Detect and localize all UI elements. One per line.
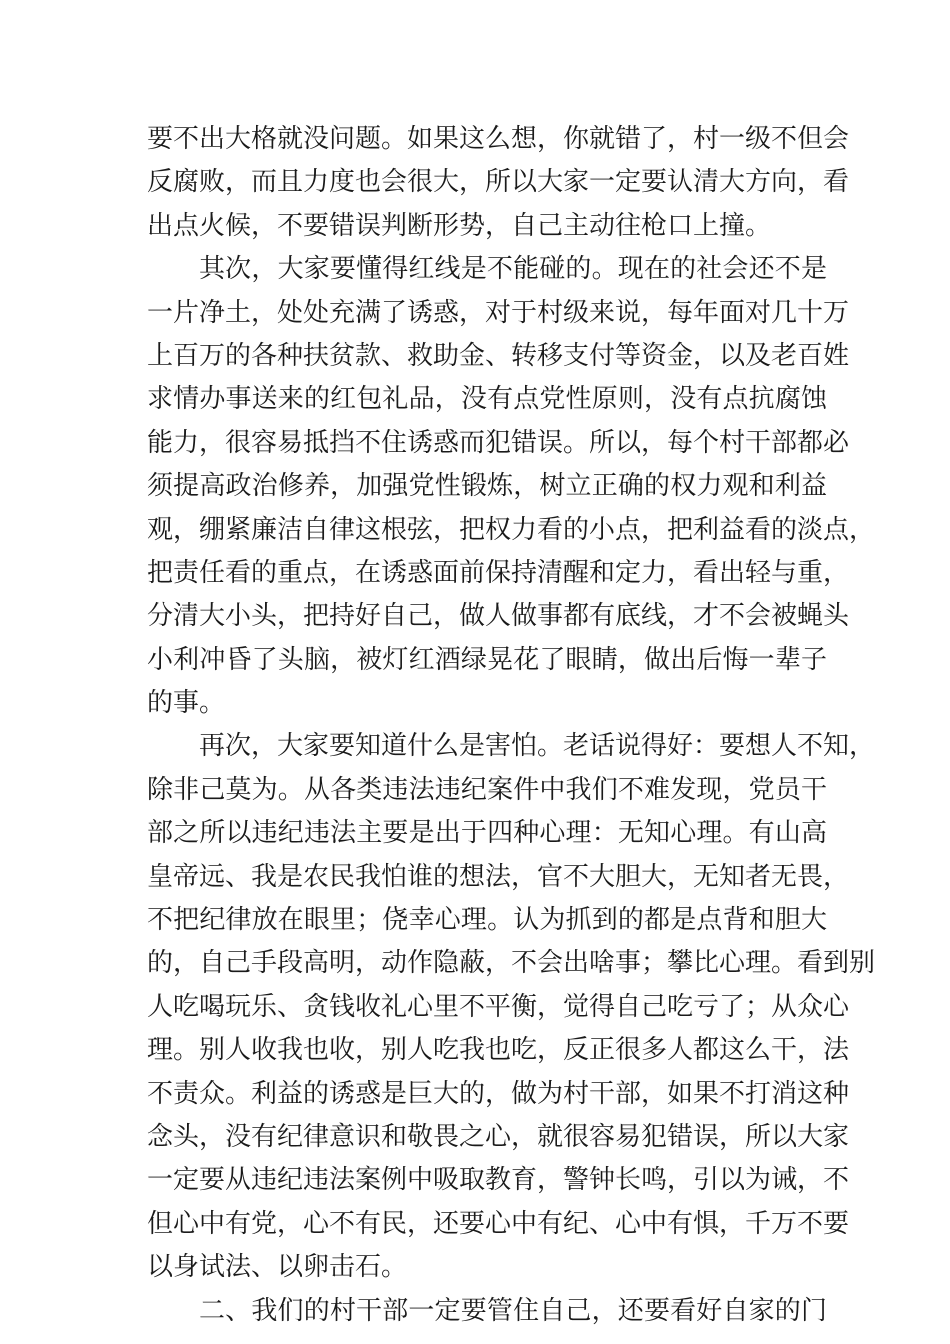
text-line: 观，绷紧廉洁自律这根弦，把权力看的小点，把利益看的淡点， xyxy=(147,514,876,545)
text-line: 再次，大家要知道什么是害怕。老话说得好：要想人不知， xyxy=(199,731,876,762)
text-line: 二、我们的村干部一定要管住自己，还要看好自家的门 xyxy=(199,1295,827,1326)
text-line: 须提高政治修养，加强党性锻炼，树立正确的权力观和利益 xyxy=(147,471,827,502)
text-line: 皇帝远、我是农民我怕谁的想法，官不大胆大，无知者无畏， xyxy=(147,861,850,892)
text-line: 念头，没有纪律意识和敬畏之心，就很容易犯错误，所以大家 xyxy=(147,1121,850,1152)
text-line: 分清大小头，把持好自己，做人做事都有底线，才不会被蝇头 xyxy=(147,601,850,632)
text-line: 部之所以违纪违法主要是出于四种心理：无知心理。有山高 xyxy=(147,818,827,849)
text-line: 不责众。利益的诱惑是巨大的，做为村干部，如果不打消这种 xyxy=(147,1078,850,1109)
text-line: 以身试法、以卵击石。 xyxy=(147,1252,408,1283)
text-line: 但心中有党，心不有民，还要心中有纪、心中有惧，千万不要 xyxy=(147,1208,850,1239)
body-text xyxy=(147,118,876,1333)
text-line: 一定要从违纪违法案例中吸取教育，警钟长鸣，引以为诫，不 xyxy=(147,1165,850,1196)
text-line: 除非己莫为。从各类违法违纪案件中我们不难发现，党员干 xyxy=(147,774,827,805)
text-line: 反腐败，而且力度也会很大，所以大家一定要认清大方向，看 xyxy=(147,167,850,198)
text-line: 把责任看的重点，在诱惑面前保持清醒和定力，看出轻与重， xyxy=(147,557,850,588)
text-line: 要不出大格就没问题。如果这么想，你就错了，村一级不但会 xyxy=(147,124,850,154)
text-line: 求情办事送来的红包礼品，没有点党性原则，没有点抗腐蚀 xyxy=(147,384,827,415)
text-line: 不把纪律放在眼里；侥幸心理。认为抓到的都是点背和胆大 xyxy=(147,905,827,936)
text-line: 人吃喝玩乐、贪钱收礼心里不平衡，觉得自己吃亏了；从众心 xyxy=(147,991,850,1022)
text-line: 理。别人收我也收，别人吃我也吃，反正很多人都这么干，法 xyxy=(147,1035,850,1066)
text-line: 的事。 xyxy=(147,688,226,719)
text-line: 能力，很容易抵挡不住诱惑而犯错误。所以，每个村干部都必 xyxy=(147,427,850,458)
text-line: 的，自己手段高明，动作隐蔽，不会出啥事；攀比心理。看到别 xyxy=(147,948,876,979)
text-line: 其次，大家要懂得红线是不能碰的。现在的社会还不是 xyxy=(199,254,827,285)
text-line: 上百万的各种扶贫款、救助金、转移支付等资金，以及老百姓 xyxy=(147,340,850,371)
text-line: 小利冲昏了头脑，被灯红酒绿晃花了眼睛，做出后悔一辈子 xyxy=(147,644,827,675)
text-line: 一片净土，处处充满了诱惑，对于村级来说，每年面对几十万 xyxy=(147,297,850,328)
text-line: 出点火候，不要错误判断形势，自己主动往枪口上撞。 xyxy=(147,210,772,241)
